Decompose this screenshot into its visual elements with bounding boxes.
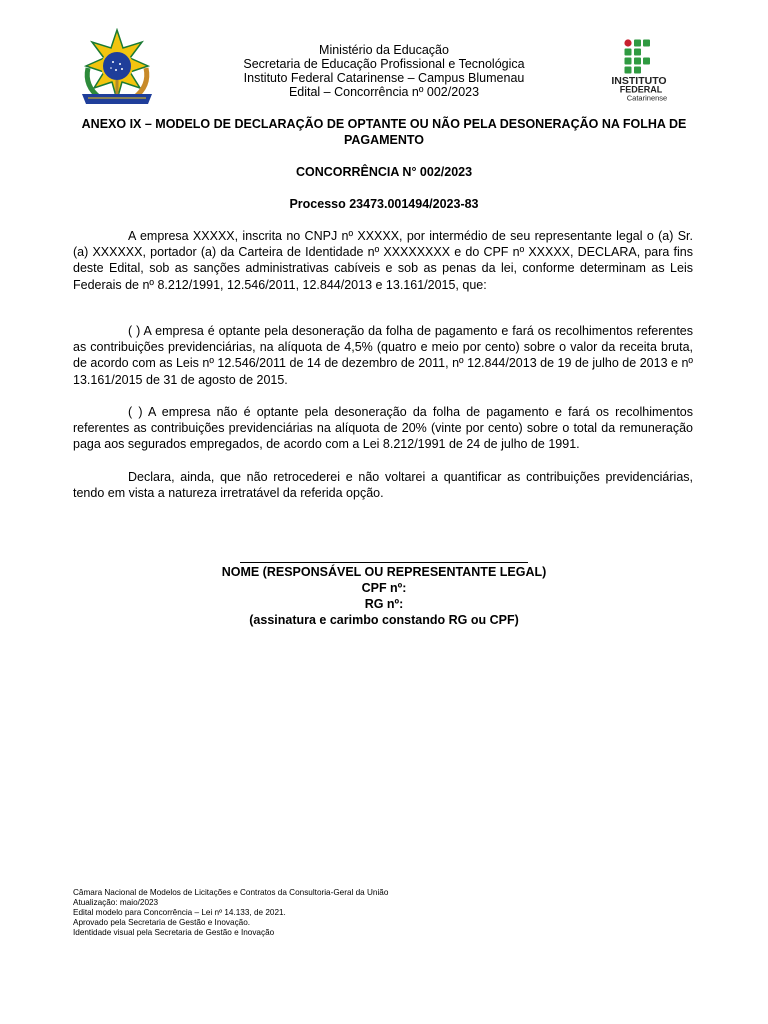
document-header <box>200 43 568 99</box>
signature-line <box>240 550 528 563</box>
logo-text-federal: FEDERAL <box>619 84 663 95</box>
instituto-federal-logo <box>603 38 675 102</box>
signature-cpf: CPF nº: <box>361 581 407 595</box>
signature-block <box>72 564 696 628</box>
header-ministry: Ministério da Educação <box>319 43 449 57</box>
footer-line: Câmara Nacional de Modelos de Licitações e Contratos da Consultoria-Geral da União <box>73 888 389 897</box>
signature-name: NOME (RESPONSÁVEL OU REPRESENTANTE LEGAL) <box>221 565 547 579</box>
footer-line: Identidade visual pela Secretaria de Gestão e Inovação <box>73 928 275 937</box>
declaration-paragraph: A empresa XXXXX, inscrita no CNPJ nº XXXXX, por intermédio de seu representante legal o (a) Sr. (a) XXXXXX, portador (a) da Carteira de Identidade nº XXXXXXXX e do CPF nº XXXXX, DECLARA, para fins deste Edital, sob as sanções administrativas cabíveis e sob as penas da lei, conforme determinam as Leis Federais de nº 8.212/1991, 12.546/2011, 12.844/2013 e 13.161/2015, que: <box>73 229 693 292</box>
brazil-coat-of-arms-icon <box>78 28 156 108</box>
header-edital: Edital – Concorrência nº 002/2023 <box>288 85 480 99</box>
footer-line: Aprovado pela Secretaria de Gestão e Inovação. <box>73 918 251 927</box>
header-secretariat: Secretaria de Educação Profissional e Tecnológica <box>243 57 525 71</box>
document-footer <box>73 888 573 938</box>
option-nao-optante-paragraph: ( ) A empresa não é optante pela desoneração da folha de pagamento e fará os recolhimentos referentes as contribuições previdenciárias na alíquota de 20% (vinte por cento) sobre o total da remuneração paga aos segurados empregados, de acordo com a Lei 8.212/1991 de 24 de julho de 1991. <box>73 405 693 452</box>
signature-rg: RG nº: <box>364 597 404 611</box>
concorrencia-title: CONCORRÊNCIA N° 002/2023 <box>295 165 473 179</box>
option-optante-paragraph: ( ) A empresa é optante pela desoneração da folha de pagamento e fará os recolhimentos referentes as contribuições previdenciárias, na alíquota de 4,5% (quatro e meio por cento) sobre o valor da receita bruta, de acordo com as Leis nº 12.546/2011 de 14 de dezembro de 2011, nº 12.844/2013 de 19 de julho de 2013 e nº 13.161/2015 de 31 de agosto de 2015. <box>73 324 693 387</box>
logo-text-instituto: INSTITUTO <box>611 75 667 87</box>
signature-note: (assinatura e carimbo constando RG ou CPF) <box>249 613 519 627</box>
header-institute: Instituto Federal Catarinense – Campus Blumenau <box>243 71 525 85</box>
footer-line: Edital modelo para Concorrência – Lei nº 14.133, de 2021. <box>73 908 286 917</box>
processo-title: Processo 23473.001494/2023-83 <box>289 197 479 211</box>
logo-text-catarinense: Catarinense <box>626 93 668 102</box>
annex-title: ANEXO IX – MODELO DE DECLARAÇÃO DE OPTANTE OU NÃO PELA DESONERAÇÃO NA FOLHA DE PAGAMENTO <box>81 117 687 147</box>
closing-paragraph: Declara, ainda, que não retrocederei e não voltarei a quantificar as contribuições previdenciárias, tendo em vista a natureza irretratável da referida opção. <box>73 470 693 501</box>
footer-line: Atualização: maio/2023 <box>73 898 159 907</box>
